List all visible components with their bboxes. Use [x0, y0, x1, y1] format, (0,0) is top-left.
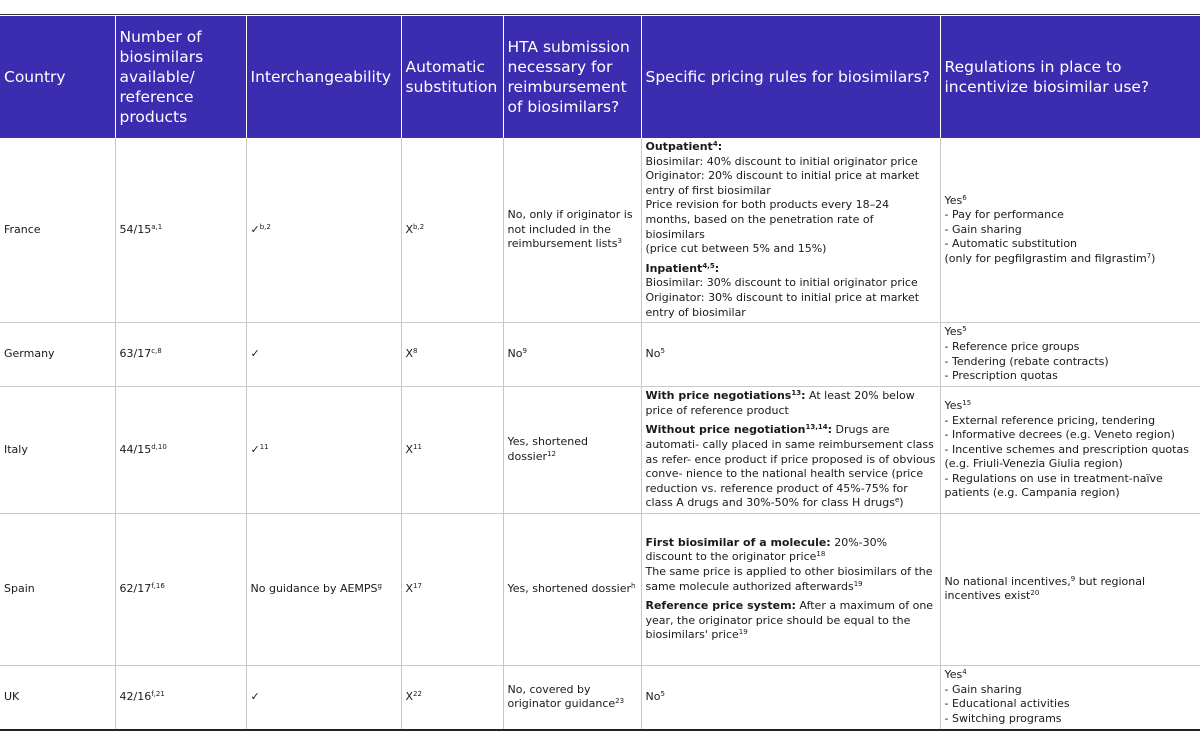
- footnote-ref: 9: [522, 347, 527, 356]
- cell-hta: [503, 138, 641, 323]
- country-name: Germany: [4, 347, 55, 361]
- regs-item: - External reference pricing, tendering: [944, 413, 1156, 427]
- footnote-ref: b,2: [259, 222, 271, 231]
- number-value: 62/17: [119, 582, 152, 596]
- cell-hta: [503, 387, 641, 514]
- cross-icon: X: [405, 690, 414, 704]
- footnote-ref: 12: [547, 450, 556, 458]
- cell-number: [115, 323, 246, 387]
- cell-regulations: [940, 665, 1200, 730]
- regs-text: but regional incentives exist: [944, 574, 1146, 603]
- pricing-line: Biosimilar: 40% discount to initial originator price: [645, 154, 918, 168]
- heading-colon: :: [801, 389, 806, 403]
- footnote-ref: 13: [791, 389, 802, 398]
- header-interchangeability: Interchangeability: [246, 16, 401, 138]
- regs-item: - Educational activities: [944, 697, 1070, 711]
- regs-yes: Yes: [944, 668, 963, 682]
- footnote-ref: 18: [816, 550, 826, 559]
- heading-colon: :: [714, 261, 720, 275]
- footnote-ref: e: [894, 496, 900, 505]
- regs-item: (only for pegfilgrastim and filgrastim: [944, 251, 1147, 265]
- footnote-ref: a,1: [151, 222, 163, 231]
- footnote-ref: 19: [853, 579, 863, 588]
- hta-text: No, covered by originator guidance: [507, 682, 616, 711]
- footnote-ref: c,8: [151, 347, 162, 356]
- regs-yes: Yes: [944, 325, 963, 339]
- regs-item: - Regulations on use in treatment-naïve patients (e.g. Campania region): [944, 471, 1163, 500]
- regs-item: - Gain sharing: [944, 682, 1022, 696]
- country-name: UK: [4, 690, 20, 704]
- cell-pricing: [641, 387, 940, 514]
- country-name: Italy: [4, 442, 28, 456]
- cell-country: [0, 513, 115, 665]
- footnote-ref: f,21: [151, 690, 165, 699]
- pricing-heading: First biosimilar of a molecule:: [645, 535, 831, 549]
- pricing-text: The same price is applied to other biosimilars of the same molecule authorized afterwards: [645, 564, 933, 593]
- cell-autosub: [401, 665, 503, 730]
- pricing-text: No: [645, 690, 661, 704]
- cell-hta: [503, 513, 641, 665]
- footnote-ref: 22: [413, 690, 422, 699]
- footnote-ref: g: [377, 582, 382, 591]
- regs-item-end: ): [1151, 251, 1156, 265]
- price-negotiation-block: [646, 389, 936, 418]
- cell-number: [115, 138, 246, 323]
- pricing-text: 20%-30% discount to the originator price: [645, 535, 888, 564]
- country-name: France: [4, 222, 41, 236]
- check-icon: ✓: [250, 222, 260, 236]
- regs-item: - Informative decrees (e.g. Veneto region): [944, 428, 1175, 442]
- table-row-italy: [0, 387, 1200, 514]
- cell-interchangeability: [246, 138, 401, 323]
- regs-item: - Switching programs: [944, 711, 1062, 725]
- footnote-ref: 15: [962, 398, 972, 407]
- footnote-ref: h: [631, 582, 636, 591]
- check-icon: ✓: [250, 690, 260, 704]
- footnote-ref: 7: [1146, 251, 1152, 260]
- check-icon: ✓: [250, 347, 260, 361]
- regs-item: - Pay for performance: [944, 208, 1064, 222]
- cell-pricing: [641, 138, 940, 323]
- pricing-text: No: [645, 347, 661, 361]
- regs-item: - Reference price groups: [944, 340, 1080, 354]
- first-biosimilar-block: [646, 536, 936, 594]
- regs-text: No national incentives,: [944, 574, 1071, 588]
- footnote-ref: 4: [712, 140, 718, 148]
- footnote-ref: 5: [660, 690, 665, 699]
- header-number-biosimilars: Number of biosimilars available/ reference products: [115, 16, 246, 138]
- cell-interchangeability: [246, 323, 401, 387]
- footnote-ref: 11: [413, 442, 422, 451]
- header-row: [0, 16, 1200, 138]
- footnote-ref: 17: [413, 582, 422, 591]
- regs-item: - Automatic substitution: [944, 237, 1078, 251]
- regs-item: - Gain sharing: [944, 222, 1022, 236]
- pricing-line: Price revision for both products every 18–24 months, based on the penetration rate of biosimilars: [645, 198, 890, 241]
- pricing-line: Originator: 30% discount to initial price at market entry of biosimilar: [645, 290, 920, 319]
- number-value: 42/16: [119, 690, 152, 704]
- cell-autosub: [401, 387, 503, 514]
- footnote-ref: 13,14: [805, 423, 828, 432]
- cell-regulations: [940, 138, 1200, 323]
- cell-country: [0, 323, 115, 387]
- footnote-ref: 9: [1070, 574, 1076, 583]
- biosimilar-policy-table: [0, 16, 1200, 731]
- number-value: 44/15: [119, 442, 152, 456]
- pricing-text: After a maximum of one year, the originator price should be equal to the biosimilars' price: [645, 599, 934, 642]
- cell-autosub: [401, 138, 503, 323]
- footnote-ref: 4: [962, 668, 967, 677]
- cross-icon: X: [405, 347, 414, 361]
- hta-text: Yes, shortened dossier: [507, 582, 632, 596]
- footnote-ref: f,16: [151, 582, 165, 591]
- hta-text: No, only if originator is not included in the reimbursement lists: [507, 208, 633, 251]
- heading-colon: :: [717, 140, 723, 153]
- footnote-ref: 5: [962, 325, 967, 334]
- cell-pricing: [641, 513, 940, 665]
- regs-item: - Tendering (rebate contracts): [944, 354, 1109, 368]
- header-country: Country: [0, 16, 115, 138]
- header-hta-submission: HTA submission necessary for reimbursement of biosimilars?: [503, 16, 641, 138]
- country-name: Spain: [4, 582, 35, 596]
- cell-regulations: [940, 513, 1200, 665]
- footnote-ref: 3: [617, 237, 622, 246]
- footnote-ref: 23: [615, 697, 625, 706]
- header-incentive-regulations: Regulations in place to incentivize biosimilar use?: [940, 16, 1200, 138]
- cell-number: [115, 513, 246, 665]
- number-value: 54/15: [119, 222, 152, 236]
- footnote-ref: 4,5: [702, 261, 715, 270]
- pricing-heading: Without price negotiation: [645, 423, 806, 437]
- cell-country: [0, 138, 115, 323]
- header-pricing-rules: Specific pricing rules for biosimilars?: [641, 16, 940, 138]
- hta-text: No: [507, 347, 523, 361]
- table-row-france: [0, 138, 1200, 323]
- footnote-ref: 5: [660, 347, 665, 356]
- cell-regulations: [940, 323, 1200, 387]
- regs-yes: Yes: [944, 398, 963, 412]
- cell-interchangeability: [246, 513, 401, 665]
- regs-item: - Prescription quotas: [944, 369, 1058, 383]
- check-icon: ✓: [250, 442, 260, 456]
- regs-yes: Yes: [944, 193, 963, 207]
- pricing-line: Originator: 20% discount to initial price at market entry of first biosimilar: [645, 169, 920, 197]
- cell-regulations: [940, 387, 1200, 514]
- table-row-uk: [0, 665, 1200, 730]
- footnote-ref: 8: [413, 347, 418, 356]
- cell-number: [115, 665, 246, 730]
- interchange-text: No guidance by AEMPS: [250, 582, 378, 596]
- cell-interchangeability: [246, 387, 401, 514]
- pricing-heading: With price negotiations: [645, 389, 792, 403]
- pricing-line: (price cut between 5% and 15%): [645, 242, 827, 256]
- reference-price-block: [646, 599, 936, 643]
- regs-item: - Incentive schemes and prescription quotas (e.g. Friuli-Venezia Giulia region): [944, 442, 1189, 471]
- header-automatic-substitution: Automatic substitution: [401, 16, 503, 138]
- inpatient-block: [646, 262, 936, 320]
- table-row-spain: [0, 513, 1200, 665]
- cell-hta: [503, 323, 641, 387]
- cell-hta: [503, 665, 641, 730]
- pricing-heading: Reference price system:: [645, 599, 796, 613]
- pricing-text: Drugs are automati- cally placed in same reimbursement class as refer- ence product if price proposed is of obvious conve- nience to the national health service (price reduction vs. reference product of 45%-75% for class A drugs and 30%-50% for class H drugs: [645, 423, 936, 510]
- cell-autosub: [401, 513, 503, 665]
- cell-interchangeability: [246, 665, 401, 730]
- cell-pricing: [641, 323, 940, 387]
- footnote-ref: 11: [259, 442, 269, 451]
- cell-pricing: [641, 665, 940, 730]
- pricing-text: At least 20% below price of reference product: [645, 389, 915, 417]
- top-rule: [0, 14, 1200, 15]
- cell-number: [115, 387, 246, 514]
- cross-icon: X: [405, 222, 414, 236]
- footnote-ref: 20: [1030, 589, 1040, 598]
- table-row-germany: [0, 323, 1200, 387]
- cell-country: [0, 665, 115, 730]
- pricing-text-end: ): [899, 496, 904, 510]
- footnote-ref: 19: [738, 628, 748, 637]
- cross-icon: X: [405, 582, 414, 596]
- cross-icon: X: [405, 442, 414, 456]
- outpatient-heading: Outpatient: [645, 140, 713, 153]
- footnote-ref: d,10: [151, 442, 167, 451]
- cell-autosub: [401, 323, 503, 387]
- cell-country: [0, 387, 115, 514]
- footnote-ref: b,2: [413, 222, 425, 231]
- footnote-ref: 6: [962, 193, 967, 202]
- no-negotiation-block: [646, 423, 936, 511]
- number-value: 63/17: [119, 347, 152, 361]
- hta-text: Yes, shortened dossier: [507, 435, 589, 463]
- outpatient-block: [646, 140, 936, 257]
- heading-colon: :: [827, 423, 833, 437]
- pricing-line: Biosimilar: 30% discount to initial originator price: [645, 276, 918, 290]
- inpatient-heading: Inpatient: [645, 261, 703, 275]
